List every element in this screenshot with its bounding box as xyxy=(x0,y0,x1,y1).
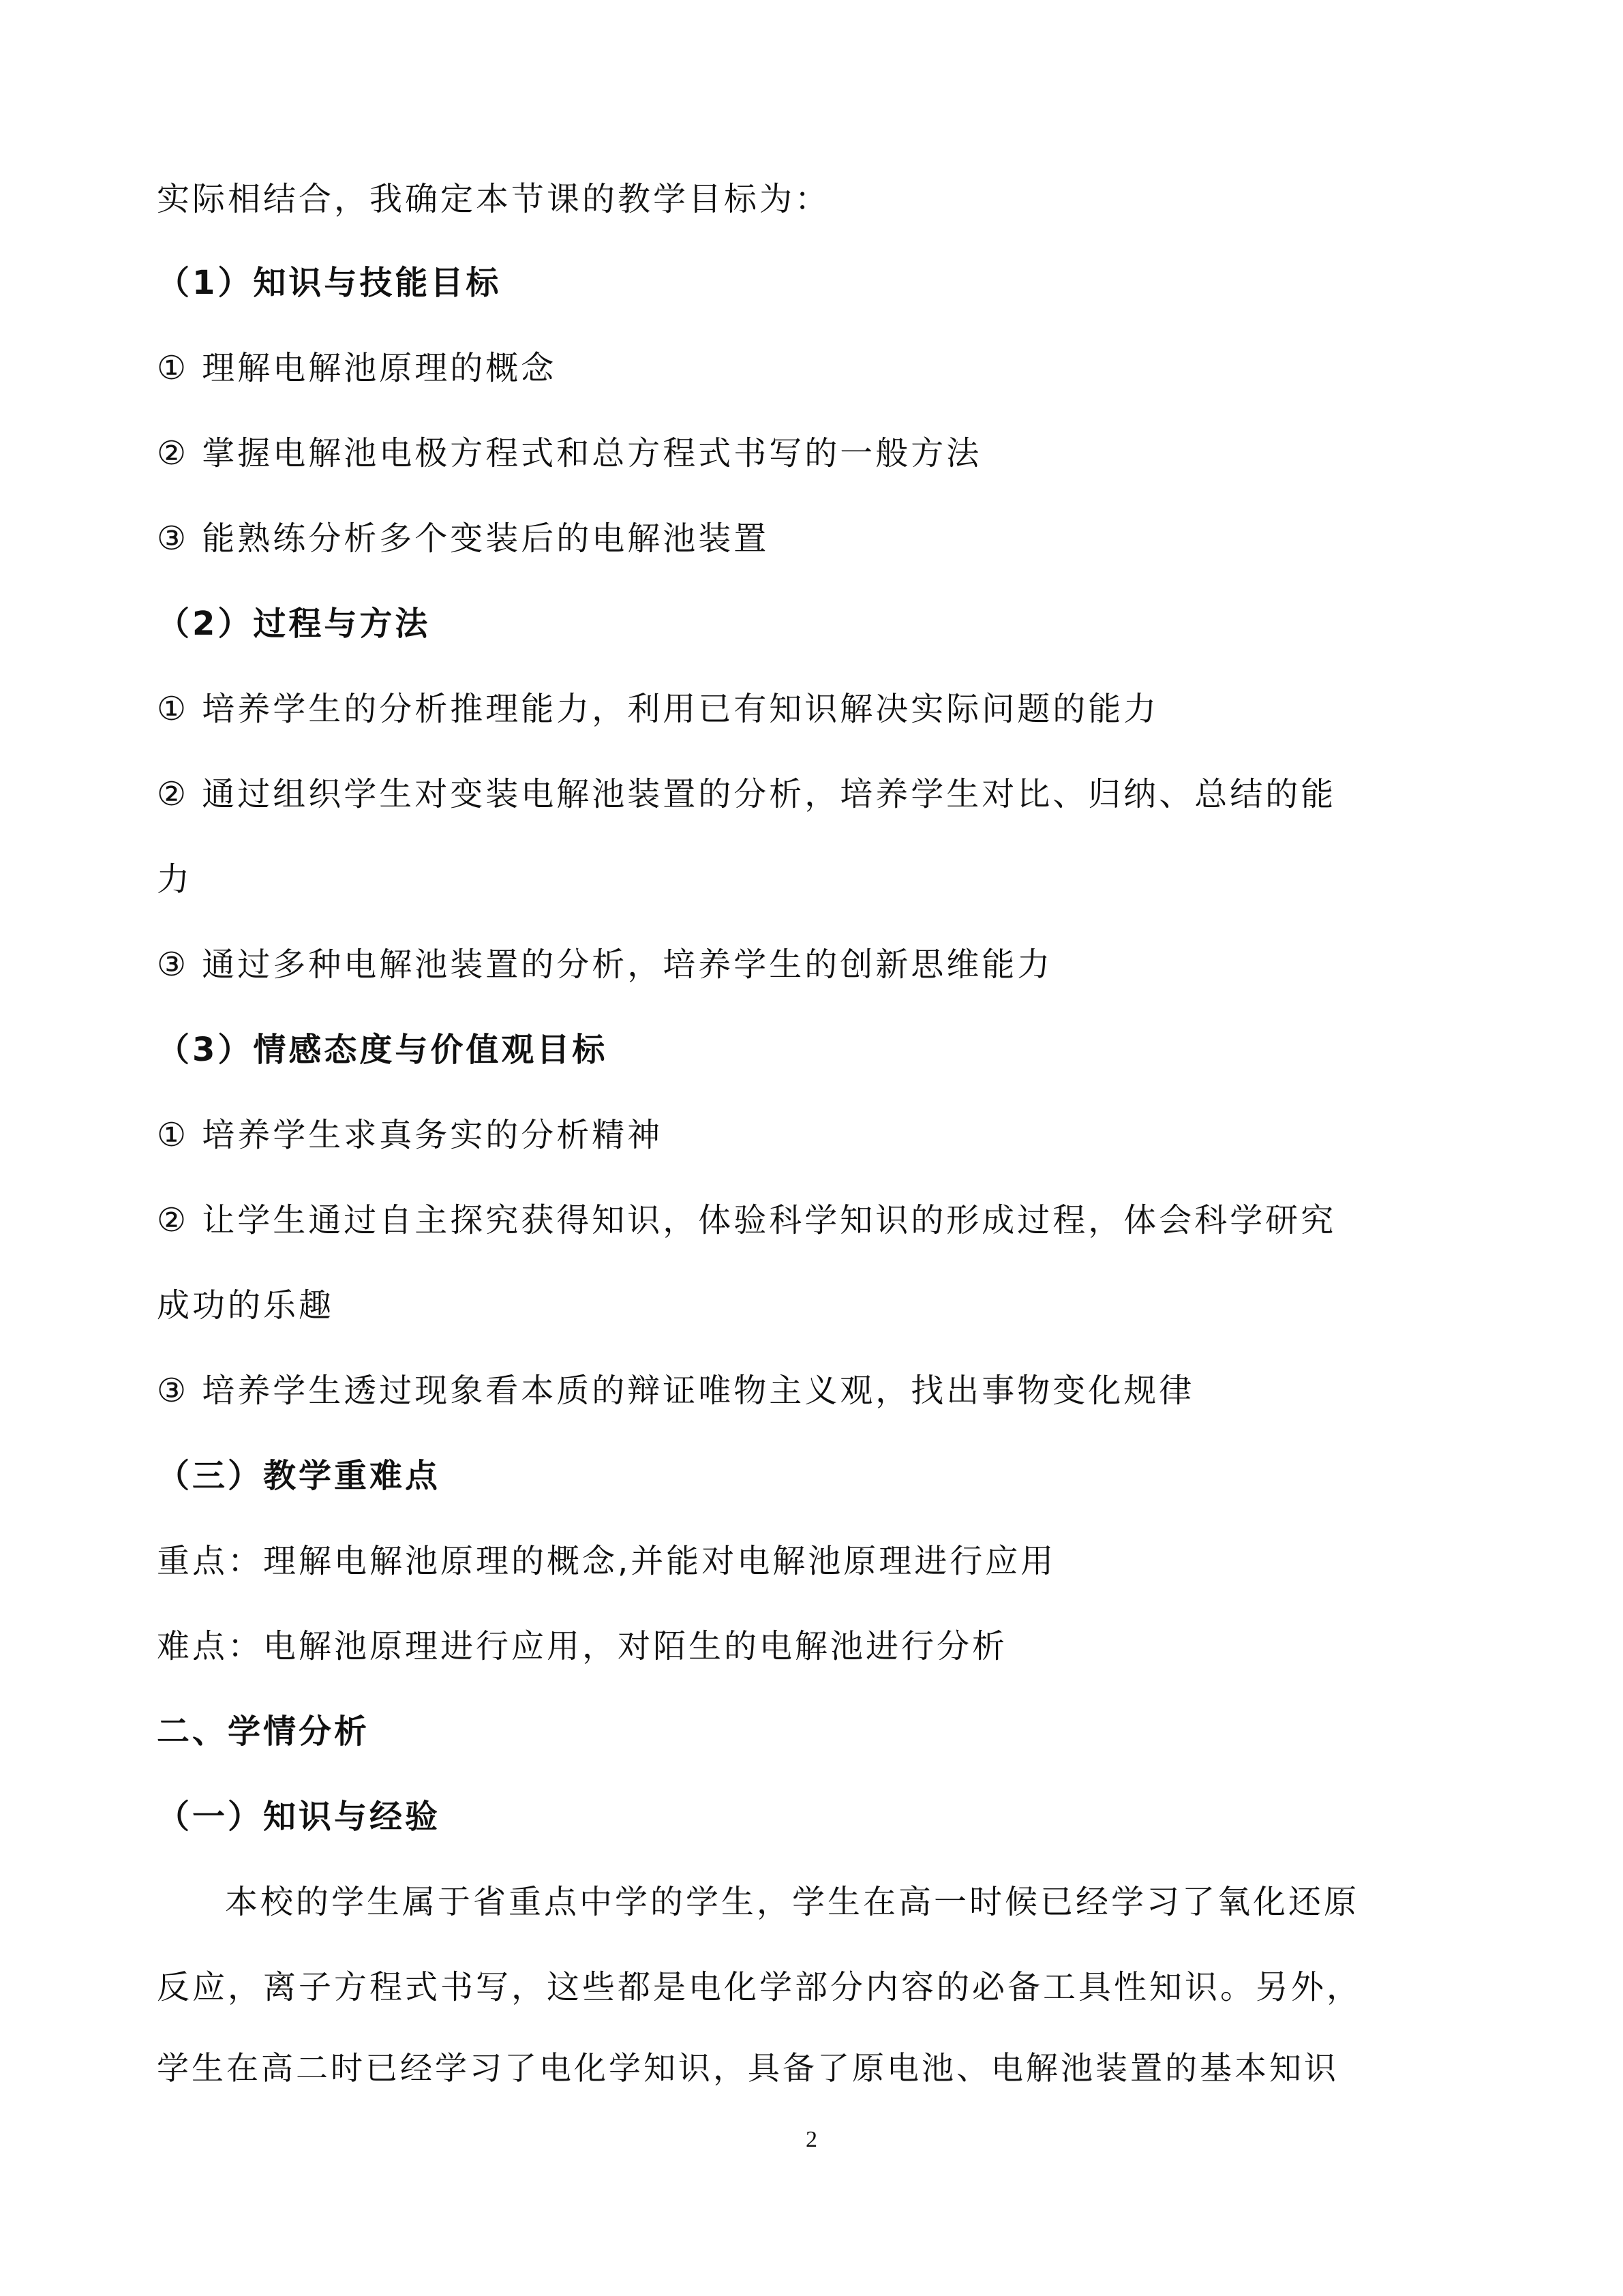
list-item: ② 让学生通过自主探究获得知识，体验科学知识的形成过程，体会科学研究 xyxy=(157,1201,1337,1239)
paragraph-line: 重点：理解电解池原理的概念,并能对电解池原理进行应用 xyxy=(157,1542,1057,1580)
paragraph-line: 本校的学生属于省重点中学的学生，学生在高一时候已经学习了氧化还原 xyxy=(225,1883,1360,1921)
list-item-continuation: 成功的乐趣 xyxy=(157,1286,335,1325)
list-item: ① 培养学生的分析推理能力，利用已有知识解决实际问题的能力 xyxy=(157,690,1159,728)
paragraph-line: 难点：电解池原理进行应用，对陌生的电解池进行分析 xyxy=(157,1627,1008,1665)
section-heading: （三）教学重难点 xyxy=(157,1457,441,1495)
section-heading: （一）知识与经验 xyxy=(157,1798,441,1836)
paragraph-line: 反应，离子方程式书写，这些都是电化学部分内容的必备工具性知识。另外， xyxy=(157,1968,1363,2006)
paragraph-line: 实际相结合，我确定本节课的教学目标为： xyxy=(157,180,831,218)
list-item: ① 培养学生求真务实的分析精神 xyxy=(157,1116,663,1154)
chapter-heading: 二、学情分析 xyxy=(157,1712,370,1751)
list-item: ① 理解电解池原理的概念 xyxy=(157,349,557,387)
list-item: ③ 通过多种电解池装置的分析，培养学生的创新思维能力 xyxy=(157,946,1053,984)
section-heading: （1）知识与技能目标 xyxy=(157,264,502,302)
list-item: ② 掌握电解池电极方程式和总方程式书写的一般方法 xyxy=(157,434,982,472)
list-item-continuation: 力 xyxy=(157,860,193,898)
section-heading: （2）过程与方法 xyxy=(157,605,431,643)
section-heading: （3）情感态度与价值观目标 xyxy=(157,1031,608,1069)
list-item: ③ 培养学生透过现象看本质的辩证唯物主义观，找出事物变化规律 xyxy=(157,1372,1195,1410)
list-item: ② 通过组织学生对变装电解池装置的分析，培养学生对比、归纳、总结的能 xyxy=(157,775,1337,813)
paragraph-line: 学生在高二时已经学习了电化学知识，具备了原电池、电解池装置的基本知识 xyxy=(157,2050,1339,2087)
page-number: 2 xyxy=(806,2127,817,2152)
list-item: ③ 能熟练分析多个变装后的电解池装置 xyxy=(157,519,770,558)
